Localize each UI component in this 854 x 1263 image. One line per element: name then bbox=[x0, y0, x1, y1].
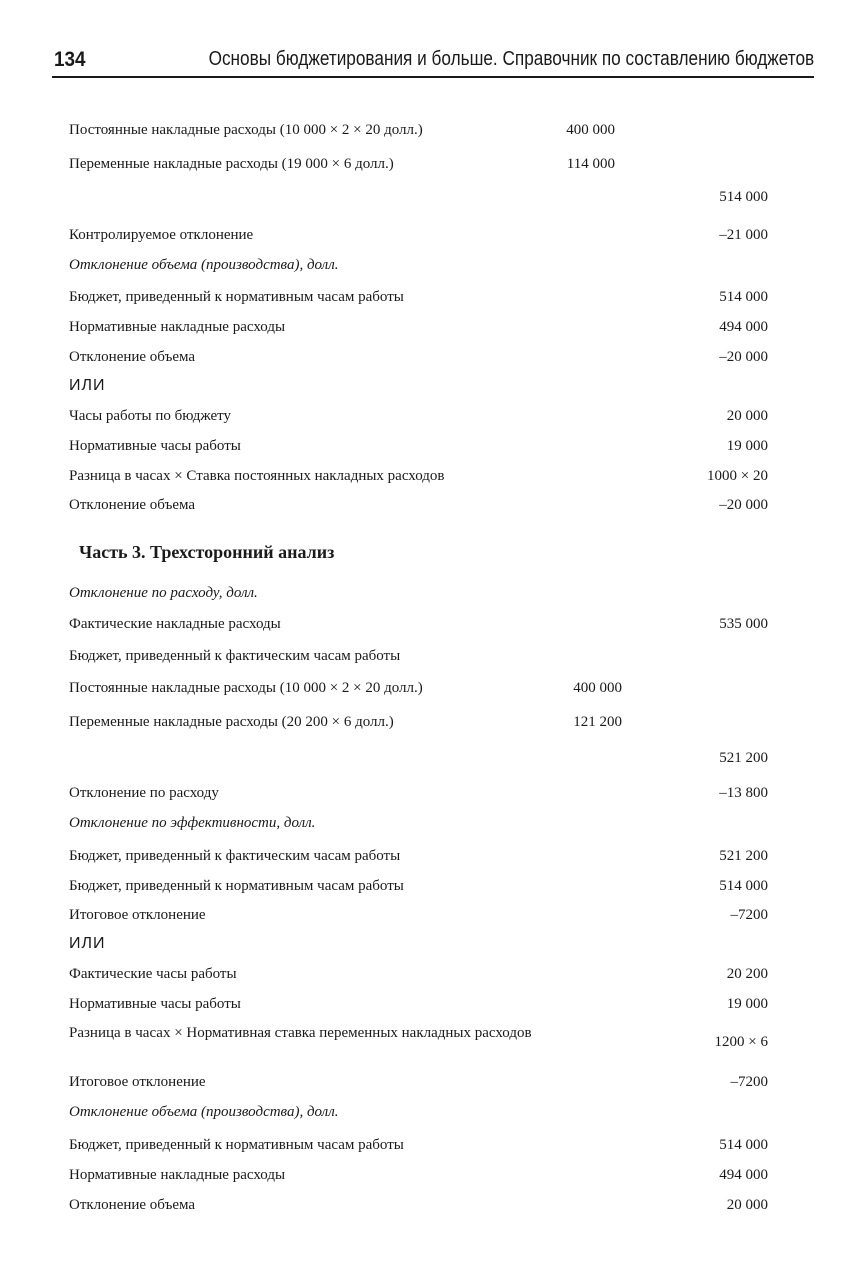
row-label: Нормативные часы работы bbox=[69, 438, 241, 454]
row-label: Нормативные накладные расходы bbox=[69, 319, 286, 335]
subsection-title: Отклонение по эффективности, долл. bbox=[69, 815, 316, 831]
row-total-value: –21 000 bbox=[719, 227, 768, 243]
subsection-title: Отклонение по расходу, долл. bbox=[69, 585, 258, 601]
row-total-value: 20 000 bbox=[726, 1197, 768, 1213]
running-title: Основы бюджетирования и больше. Справочник по составлению бюджетов bbox=[208, 48, 814, 70]
row-label: Бюджет, приведенный к фактическим часам работы bbox=[69, 648, 401, 664]
row-total-value: 494 000 bbox=[719, 1167, 768, 1183]
row-total-value: 1200 × 6 bbox=[714, 1034, 768, 1050]
row-label: Переменные накладные расходы (19 000 × 6 долл.) bbox=[69, 156, 394, 172]
running-header bbox=[52, 44, 814, 78]
row-label: Фактические накладные расходы bbox=[69, 616, 281, 632]
row-label: Нормативные часы работы bbox=[69, 996, 241, 1012]
page-number: 134 bbox=[54, 48, 86, 71]
row-total-value: 514 000 bbox=[719, 1137, 768, 1153]
row-label: Отклонение объема bbox=[69, 349, 196, 365]
row-total-value: 514 000 bbox=[719, 878, 768, 894]
row-label: Разница в часах × Ставка постоянных накладных расходов bbox=[69, 468, 445, 484]
row-subtotal-value: 114 000 bbox=[566, 156, 615, 172]
section-title: Часть 3. Трехсторонний анализ bbox=[79, 542, 335, 562]
row-total-value: –20 000 bbox=[719, 497, 768, 513]
row-subtotal-value: 400 000 bbox=[573, 680, 622, 696]
row-total-value: 19 000 bbox=[726, 996, 768, 1012]
row-label: Переменные накладные расходы (20 200 × 6 долл.) bbox=[69, 714, 394, 730]
row-subtotal-value: 121 200 bbox=[573, 714, 622, 730]
row-label: Бюджет, приведенный к нормативным часам работы bbox=[69, 289, 404, 305]
row-total-value: –13 800 bbox=[719, 785, 768, 801]
subsection-title: Отклонение объема (производства), долл. bbox=[69, 257, 339, 273]
row-total-value: –7200 bbox=[730, 1074, 768, 1090]
row-total-value: 521 200 bbox=[719, 848, 768, 864]
row-label: Фактические часы работы bbox=[69, 966, 237, 982]
or-label: ИЛИ bbox=[69, 377, 106, 394]
row-total-value: 494 000 bbox=[719, 319, 768, 335]
row-total-value: –7200 bbox=[730, 907, 768, 923]
row-total-value: 20 000 bbox=[726, 408, 768, 424]
row-label: Постоянные накладные расходы (10 000 × 2 × 20 долл.) bbox=[69, 122, 423, 138]
row-label: Отклонение по расходу bbox=[69, 785, 219, 801]
subsection-title: Отклонение объема (производства), долл. bbox=[69, 1104, 339, 1120]
row-total-value: –20 000 bbox=[719, 349, 768, 365]
row-label: Итоговое отклонение bbox=[69, 907, 206, 923]
row-total-value: 20 200 bbox=[726, 966, 768, 982]
row-total-value: 514 000 bbox=[719, 289, 768, 305]
row-total-value: 19 000 bbox=[726, 438, 768, 454]
or-label: ИЛИ bbox=[69, 935, 106, 952]
row-label: Отклонение объема bbox=[69, 1197, 196, 1213]
row-label: Разница в часах × Нормативная ставка переменных накладных расходов bbox=[69, 1025, 532, 1041]
row-subtotal-value: 400 000 bbox=[566, 122, 615, 138]
row-total-value: 521 200 bbox=[719, 750, 768, 766]
row-label: Бюджет, приведенный к нормативным часам работы bbox=[69, 878, 404, 894]
row-total-value: 1000 × 20 bbox=[707, 468, 768, 484]
row-label: Часы работы по бюджету bbox=[69, 408, 232, 424]
row-label: Нормативные накладные расходы bbox=[69, 1167, 286, 1183]
row-label: Бюджет, приведенный к фактическим часам работы bbox=[69, 848, 401, 864]
row-label: Постоянные накладные расходы (10 000 × 2 × 20 долл.) bbox=[69, 680, 423, 696]
row-total-value: 514 000 bbox=[719, 189, 768, 205]
row-label: Контролируемое отклонение bbox=[69, 227, 254, 243]
row-label: Итоговое отклонение bbox=[69, 1074, 206, 1090]
row-total-value: 535 000 bbox=[719, 616, 768, 632]
row-label: Бюджет, приведенный к нормативным часам работы bbox=[69, 1137, 404, 1153]
row-label: Отклонение объема bbox=[69, 497, 196, 513]
